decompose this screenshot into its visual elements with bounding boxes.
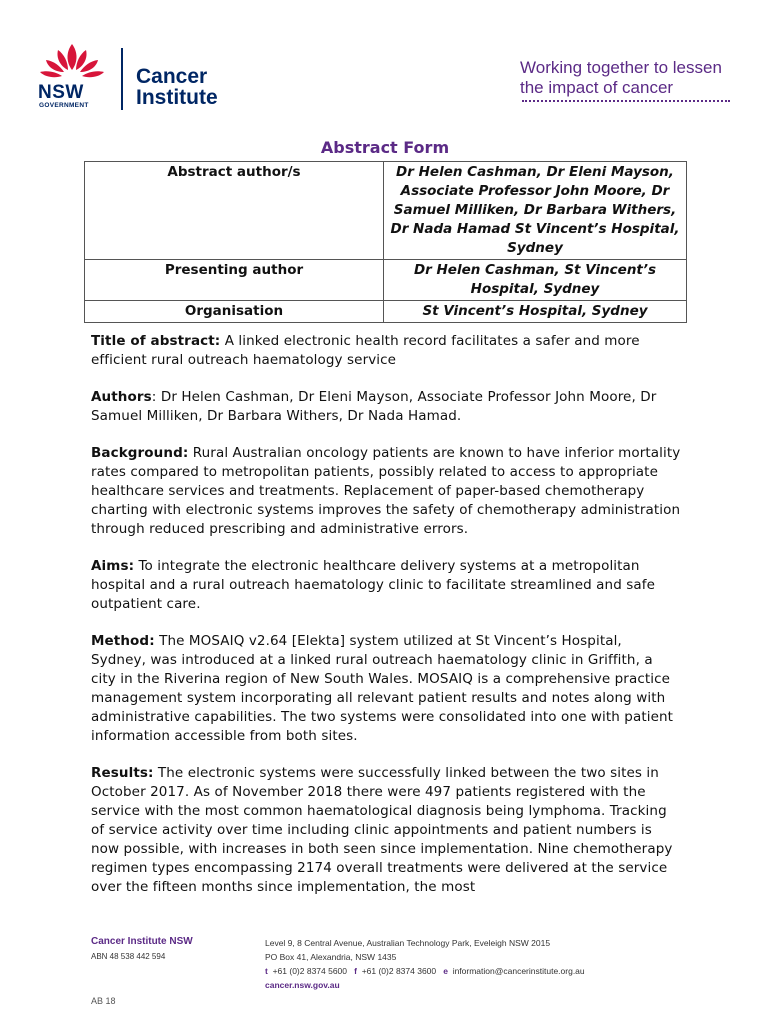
table-row <box>85 301 687 323</box>
results-paragraph <box>91 764 681 897</box>
method-paragraph <box>91 632 681 746</box>
abstract-details-table <box>84 161 687 323</box>
abstract-title-paragraph <box>91 332 681 370</box>
section-label: Method: <box>91 633 155 649</box>
row-label: Abstract author/s <box>85 162 384 260</box>
org-name-line2: Institute <box>136 86 218 109</box>
page-header <box>0 0 770 140</box>
logo-divider <box>121 48 123 110</box>
section-label: Authors <box>91 389 152 405</box>
section-text: To integrate the electronic healthcare delivery systems at a metropolitan hospital and a rural outreach haematology clinic to facilitate streamlined and safe outpatient care. <box>91 558 656 612</box>
footer-address-line1: Level 9, 8 Central Avenue, Australian Technology Park, Eveleigh NSW 2015 <box>265 938 551 948</box>
table-row <box>85 260 687 301</box>
tagline-line1: Working together to lessen <box>520 58 722 77</box>
footer-website-link[interactable]: cancer.nsw.gov.au <box>265 980 340 990</box>
page-code: AB 18 <box>91 996 116 1006</box>
tagline-line2: the impact of cancer <box>520 78 674 97</box>
footer-fax: +61 (0)2 8374 3600 <box>361 966 437 976</box>
footer-contact <box>265 936 585 992</box>
abstract-body <box>91 332 681 915</box>
form-title: Abstract Form <box>320 138 450 157</box>
section-label: Background: <box>91 445 189 461</box>
row-value: St Vincent’s Hospital, Sydney <box>384 301 687 323</box>
background-paragraph <box>91 444 681 539</box>
phone-label: t <box>265 966 268 976</box>
section-label: Results: <box>91 765 154 781</box>
fax-label: f <box>354 966 357 976</box>
email-label: e <box>443 966 448 976</box>
footer-contact-line <box>265 964 585 978</box>
row-value: Dr Helen Cashman, St Vincent’s Hospital, Sydney <box>384 260 687 301</box>
footer-address-line2: PO Box 41, Alexandria, NSW 1435 <box>265 952 397 962</box>
footer-phone: +61 (0)2 8374 5600 <box>272 966 348 976</box>
footer-email-link[interactable]: information@cancerinstitute.org.au <box>452 966 585 976</box>
row-label: Organisation <box>85 301 384 323</box>
footer-abn: ABN 48 538 442 594 <box>91 952 166 961</box>
table-row <box>85 162 687 260</box>
section-label: Aims: <box>91 558 135 574</box>
nsw-government-label: GOVERNMENT <box>39 102 89 109</box>
section-label: Title of abstract: <box>91 333 221 349</box>
aims-paragraph <box>91 557 681 614</box>
org-name-line1: Cancer <box>136 65 208 88</box>
tagline-underline <box>522 100 730 102</box>
section-text: A linked electronic health record facilitates a safer and more efficient rural outreach haematology service <box>91 333 640 368</box>
authors-paragraph <box>91 388 681 426</box>
footer-org-name: Cancer Institute NSW <box>91 936 193 947</box>
row-value: Dr Helen Cashman, Dr Eleni Mayson, Associate Professor John Moore, Dr Samuel Milliken, Dr Barbara Withers, Dr Nada Hamad St Vincent’s Hospital, Sydney <box>384 162 687 260</box>
section-text: : Dr Helen Cashman, Dr Eleni Mayson, Associate Professor John Moore, Dr Samuel Milliken, Dr Barbara Withers, Dr Nada Hamad. <box>91 389 657 424</box>
section-text: The electronic systems were successfully linked between the two sites in October 2017. As of November 2018 there were 497 patients registered with the service with the most common haematological diagnosis being lymphoma. Tracking of service activity over time including clinic appointments and patient numbers is now possible, with increases in both seen since implementation. Nine chemotherapy regimen types encompassing 2174 overall treatments were delivered at the service over the fifteen months since implementation, the most <box>91 765 673 895</box>
row-label: Presenting author <box>85 260 384 301</box>
section-text: Rural Australian oncology patients are known to have inferior mortality rates compared to metropolitan patients, possibly related to access to appropriate healthcare services and treatments. Replacement of paper-based chemotherapy charting with electronic systems improves the safety of chemotherapy administration through reduced prescribing and administrative errors. <box>91 445 681 537</box>
tagline <box>520 58 722 98</box>
cancer-institute-wordmark <box>136 66 218 108</box>
nsw-wordmark: NSW <box>38 82 84 103</box>
section-text: The MOSAIQ v2.64 [Elekta] system utilized at St Vincent’s Hospital, Sydney, was introduced at a linked rural outreach haematology clinic in Griffith, a city in the Riverina region of New South Wales. MOSAIQ is a comprehensive practice management system incorporating all relevant patient results and notes along with administrative capabilities. The two systems were consolidated into one with patient information accessible from both sites. <box>91 633 674 744</box>
